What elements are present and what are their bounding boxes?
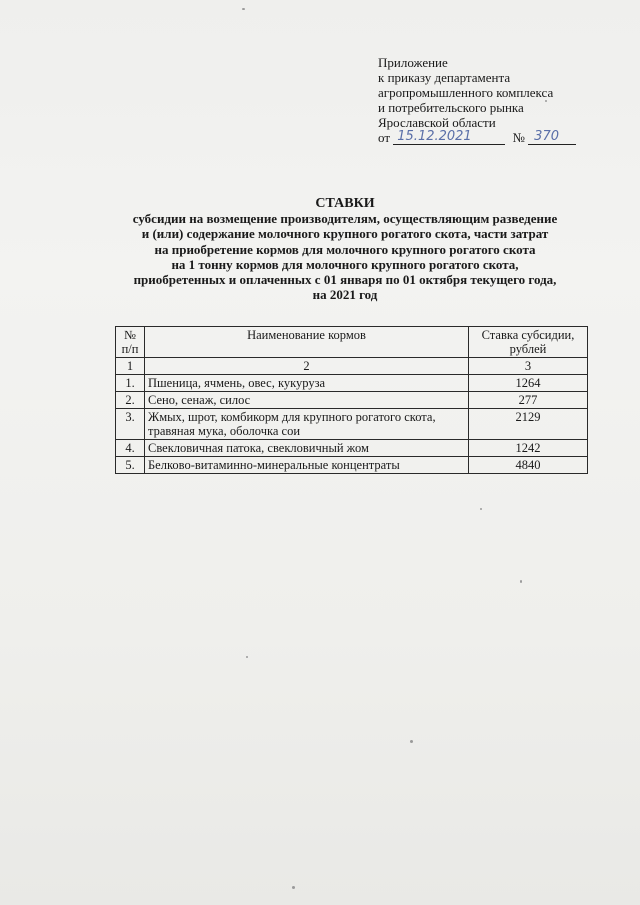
number-field [528, 130, 576, 145]
date-prefix: от [378, 130, 391, 145]
appendix-line: Приложение [378, 55, 448, 70]
scan-speck [480, 508, 482, 510]
subtitle-line: приобретенных и оплаченных с 01 января по 01 октября текущего года, [133, 272, 557, 288]
scan-speck [292, 886, 295, 889]
title-block [0, 196, 640, 302]
row-name: Сено, сенаж, силос [145, 392, 469, 409]
row-num: 3. [116, 409, 145, 440]
appendix-line: к приказу департамента [378, 70, 511, 85]
column-index-row [116, 358, 588, 375]
handwritten-number: 370 [534, 129, 559, 144]
appendix-line: Ярославской области [378, 115, 496, 130]
handwritten-date: 15.12.2021 [397, 129, 472, 144]
column-index: 2 [145, 358, 469, 375]
table-header-row [116, 327, 588, 358]
subtitle-line: на 2021 год [312, 287, 378, 303]
scan-speck [520, 580, 522, 583]
document-title: СТАВКИ [315, 196, 375, 211]
rates-table [115, 326, 588, 474]
scan-speck [410, 740, 413, 743]
table-row [116, 409, 588, 440]
date-field [393, 130, 505, 145]
table-row [116, 392, 588, 409]
table-row [116, 457, 588, 474]
number-prefix: № [512, 130, 525, 145]
row-rate: 4840 [469, 457, 588, 474]
column-index: 3 [469, 358, 588, 375]
subtitle-line: на приобретение кормов для молочного крупного рогатого скота [154, 241, 536, 257]
header-rate: Ставка субсидии, рублей [469, 327, 588, 358]
row-num: 5. [116, 457, 145, 474]
subtitle-line: на 1 тонну кормов для молочного крупного рогатого скота, [171, 256, 519, 272]
row-num: 4. [116, 440, 145, 457]
row-rate: 1264 [469, 375, 588, 392]
appendix-line: агропромышленного комплекса [378, 85, 554, 100]
row-name: Свекловичная патока, свекловичный жом [145, 440, 469, 457]
row-name: Жмых, шрот, комбикорм для крупного рогатого скота, травяная мука, оболочка сои [145, 409, 469, 440]
scan-speck [246, 656, 248, 658]
row-rate: 1242 [469, 440, 588, 457]
table-row [116, 375, 588, 392]
order-date-line [378, 130, 576, 145]
header-name: Наименование кормов [145, 327, 469, 358]
row-name: Белково-витаминно-минеральные концентраты [145, 457, 469, 474]
scan-speck [242, 8, 245, 10]
row-num: 1. [116, 375, 145, 392]
header-num: № п/п [116, 327, 145, 358]
column-index: 1 [116, 358, 145, 375]
row-name: Пшеница, ячмень, овес, кукуруза [145, 375, 469, 392]
row-num: 2. [116, 392, 145, 409]
row-rate: 2129 [469, 409, 588, 440]
row-rate: 277 [469, 392, 588, 409]
subtitle-line: субсидии на возмещение производителям, осуществляющим разведение [132, 211, 558, 227]
subtitle-line: и (или) содержание молочного крупного рогатого скота, части затрат [141, 226, 549, 242]
appendix-line: и потребительского рынка [378, 100, 524, 115]
scan-speck [545, 100, 547, 102]
table-row [116, 440, 588, 457]
